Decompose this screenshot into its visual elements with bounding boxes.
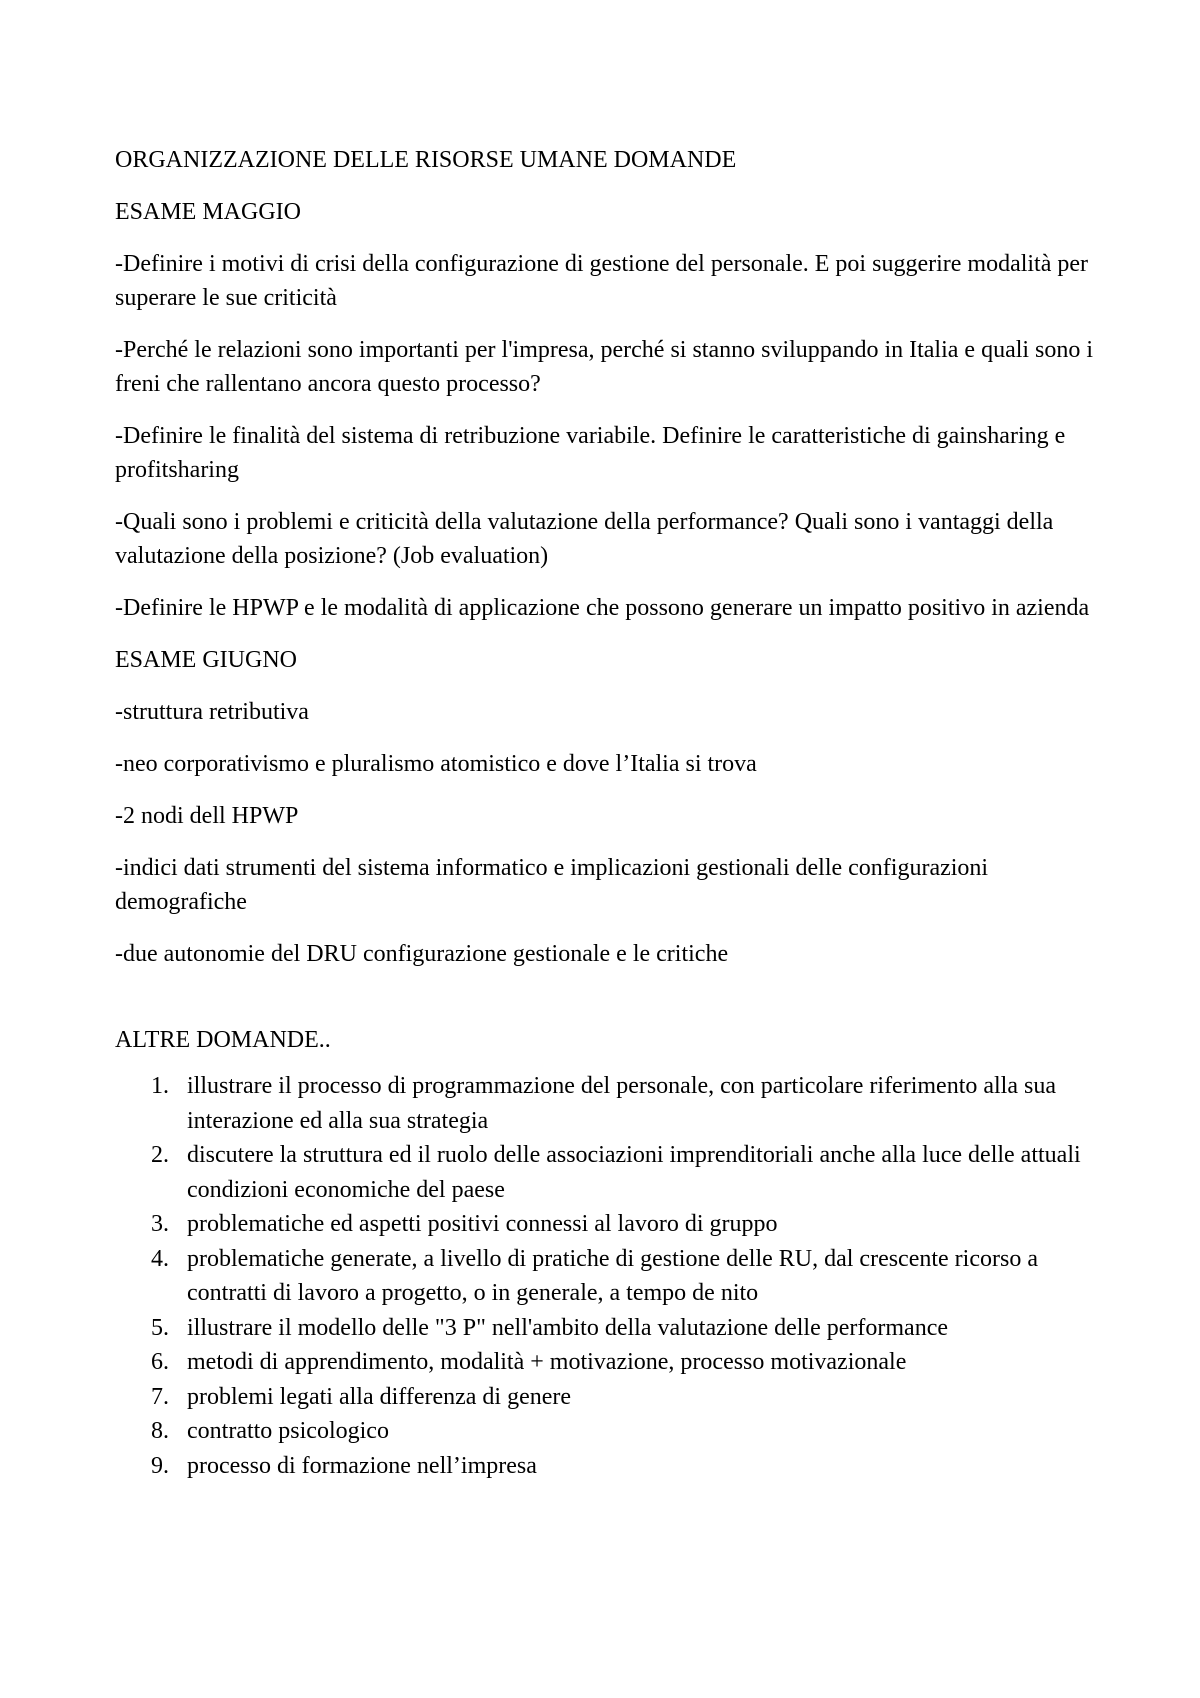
list-item-text: problemi legati alla differenza di genere xyxy=(187,1383,572,1410)
section-heading-giugno: ESAME GIUGNO xyxy=(115,647,297,673)
section-heading-altre: ALTRE DOMANDE.. xyxy=(115,1027,331,1053)
list-item-number: 4. xyxy=(151,1245,169,1272)
question-maggio-5: -Definire le HPWP e le modalità di applicazione che possono generare un impatto positivo in azienda xyxy=(115,595,1090,621)
list-item-number: 1. xyxy=(151,1073,169,1099)
question-giugno-5: -due autonomie del DRU configurazione gestionale e le critiche xyxy=(115,941,729,967)
list-item-text: illustrare il modello delle "3 P" nell'ambito della valutazione delle performance xyxy=(187,1314,948,1341)
question-giugno-1: -struttura retributiva xyxy=(115,699,309,725)
list-item-number: 7. xyxy=(151,1383,169,1410)
section-heading-maggio: ESAME MAGGIO xyxy=(115,199,301,225)
list-item-text: illustrare il processo di programmazione del personale, con particolare riferimento alla sua interazione ed alla sua strategia xyxy=(187,1073,1056,1134)
list-item-text: processo di formazione nell’impresa xyxy=(187,1452,537,1479)
list-item xyxy=(115,1345,1105,1380)
question-maggio-1: -Definire i motivi di crisi della configurazione di gestione del personale. E poi suggerire modalità per superare le sue criticità xyxy=(115,251,1089,311)
list-item-text: contratto psicologico xyxy=(187,1418,389,1444)
document-title: ORGANIZZAZIONE DELLE RISORSE UMANE DOMANDE xyxy=(115,147,737,173)
list-item-number: 3. xyxy=(151,1211,169,1237)
list-item xyxy=(115,1069,1105,1138)
document-page xyxy=(115,143,1105,1483)
list-item xyxy=(115,1242,1105,1311)
list-item xyxy=(115,1138,1105,1207)
question-maggio-2: -Perché le relazioni sono importanti per l'impresa, perché si stanno sviluppando in Italia e quali sono i freni che rallentano ancora questo processo? xyxy=(115,337,1094,397)
list-item-text: discutere la struttura ed il ruolo delle associazioni imprenditoriali anche alla luce delle attuali condizioni economiche del paese xyxy=(187,1142,1081,1203)
list-item xyxy=(115,1380,1105,1415)
list-item xyxy=(115,1207,1105,1242)
list-item-number: 9. xyxy=(151,1452,169,1479)
list-item xyxy=(115,1414,1105,1449)
question-maggio-3: -Definire le finalità del sistema di retribuzione variabile. Definire le caratteristiche di gainsharing e profitsharing xyxy=(115,423,1066,483)
list-item-text: problematiche generate, a livello di pratiche di gestione delle RU, dal crescente ricorso a contratti di lavoro a progetto, o in generale, a tempo de nito xyxy=(187,1245,1038,1306)
question-giugno-2: -neo corporativismo e pluralismo atomistico e dove l’Italia si trova xyxy=(115,751,757,777)
list-item-number: 2. xyxy=(151,1142,169,1168)
altre-domande-list xyxy=(115,1069,1105,1483)
question-maggio-4: -Quali sono i problemi e criticità della valutazione della performance? Quali sono i vantaggi della valutazione della posizione? (Job evaluation) xyxy=(115,509,1054,569)
question-giugno-3: -2 nodi dell HPWP xyxy=(115,803,299,829)
list-item-number: 6. xyxy=(151,1349,169,1375)
question-giugno-4: -indici dati strumenti del sistema informatico e implicazioni gestionali delle configurazioni demografiche xyxy=(115,855,989,915)
list-item xyxy=(115,1311,1105,1346)
blank-line xyxy=(115,989,1105,1023)
list-item-text: problematiche ed aspetti positivi connessi al lavoro di gruppo xyxy=(187,1211,778,1237)
list-item-number: 5. xyxy=(151,1314,169,1341)
list-item-number: 8. xyxy=(151,1418,169,1444)
list-item xyxy=(115,1449,1105,1484)
list-item-text: metodi di apprendimento, modalità + motivazione, processo motivazionale xyxy=(187,1349,907,1375)
